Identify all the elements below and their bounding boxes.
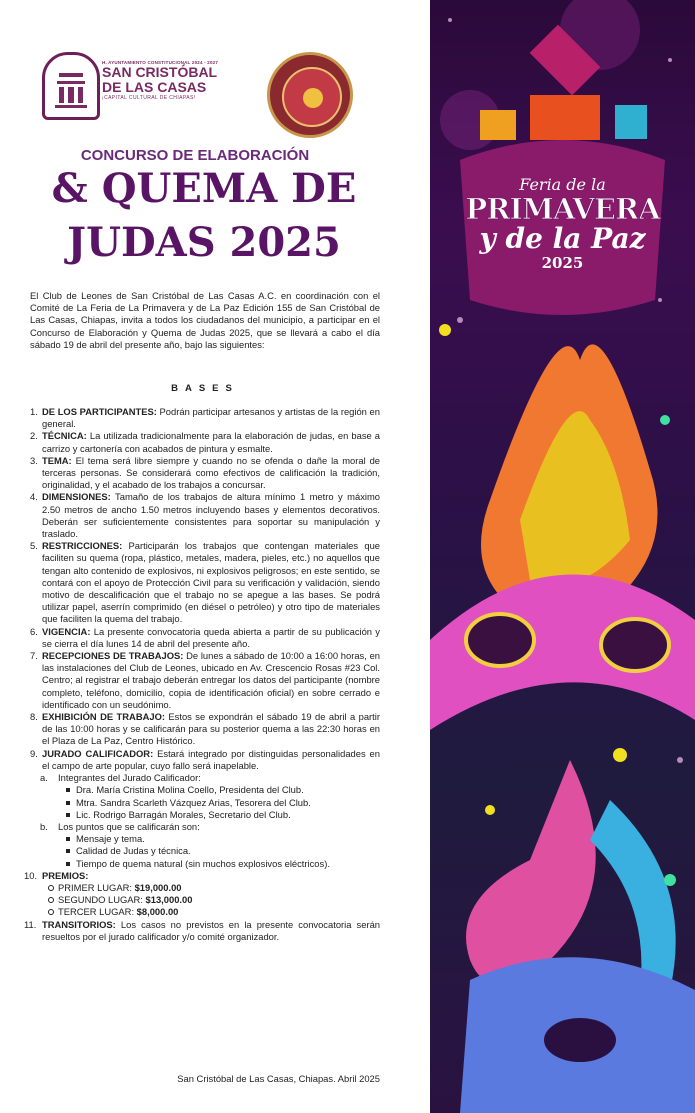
prize-amount: $13,000.00 [145, 894, 193, 906]
festival-artwork-panel [430, 0, 695, 1113]
base-item [30, 491, 380, 540]
list-item: Tiempo de quema natural (sin muchos explosivos eléctricos). [30, 858, 380, 870]
base-item [30, 540, 380, 625]
item-text: Estos se expondrán el sábado 19 de abril a partir de las 10:00 horas y se calificarán para su posterior quema a las 22:30 horas en el Plaza de La Paz, Centro Histórico. [42, 711, 380, 747]
item-label: TRANSITORIOS: [42, 918, 116, 930]
item-label: RECEPCIONES DE TRABAJOS: [42, 650, 184, 662]
page-title-line1: & QUEMA DE [51, 165, 357, 212]
jurado-subsection-b [40, 821, 380, 833]
jurado-subsection-a [40, 772, 380, 784]
item-label: PREMIOS: [42, 869, 89, 881]
subsection-letter: b. [40, 820, 48, 832]
cathedral-icon [53, 67, 89, 109]
item-text: Los casos no previstos en la presente convocatoria serán resueltos por el jurado calificador y/o comité organizador. [42, 918, 380, 942]
item-text: Estará integrado por distinguidas personalidades en el campo de arte popular, cuyo fallo será inapelable. [42, 747, 380, 771]
feria-logo [450, 175, 675, 272]
prize-amount: $19,000.00 [134, 881, 182, 893]
item-number: 6. [30, 625, 38, 637]
transitorios-item [24, 918, 380, 943]
subsection-text: Integrantes del Jurado Calificador: [58, 772, 201, 784]
item-text: De lunes a sábado de 10:00 a 16:00 horas, en las instalaciones del Club de Leones, ubicado en Av. Crescencio Rosas #23 Col. Centro; al registrar el trabajo deberán entregar los datos del participante (nombre completo, teléfono, domicilio, copia de identificación oficial) en sobre cerrado e identificado con un seudónimo. [42, 650, 380, 710]
list-item: Dra. María Cristina Molina Coello, Presidenta del Club. [30, 784, 380, 796]
premios-item [24, 869, 380, 882]
ayuntamiento-label: H. AYUNTAMIENTO CONSTITUCIONAL 2024 - 2027 [102, 60, 219, 65]
base-item [30, 406, 380, 430]
city-hall-logo [42, 52, 100, 120]
base-item [30, 650, 380, 711]
list-item: Calidad de Judas y técnica. [30, 845, 380, 857]
item-number: 3. [30, 454, 38, 466]
item-text: Podrán participar artesanos y artistas de la región en general. [42, 406, 380, 430]
item-label: TÉCNICA: [42, 430, 87, 442]
item-label: TEMA: [42, 454, 72, 466]
base-item [30, 455, 380, 492]
item-label: RESTRICCIONES: [42, 540, 123, 552]
feria-line2: PRIMAVERA [465, 192, 660, 226]
prize-amount: $8,000.00 [136, 906, 179, 918]
item-number: 11. [24, 918, 37, 930]
base-item [30, 748, 380, 772]
item-number: 7. [30, 650, 38, 662]
item-text: Tamaño de los trabajos de altura mínimo 1 metro y máximo 2.50 metros de ancho 1.50 metros incluyendo bases y elementos decorativos. Deberán ser suficientemente consistentes para soportar su manipulación y traslado. [42, 491, 380, 540]
prize-row [30, 894, 380, 906]
item-text: Participarán los trabajos que contengan materiales que faciliten su quema (ropa, plástico, metales, madera, pieles, etc.) no aquellos que tengan alto contenido de explosivos, ni explosivos peligrosos; en este sentido, se contará con el apoyo de Protección Civil para su verificación y validación, siendo motivo de descalificación que el trabajo no se apegue a las bases. Se podrá utilizar papel, aserrín comprimido (en diésel o petróleo) y otro tipo de materiales que faciliten la quema del trabajo. [42, 540, 380, 625]
item-number: 1. [30, 406, 38, 417]
item-text: El tema será libre siempre y cuando no se ofenda o dañe la moral de terceras personas. Se considerará como efectivos de calificación la tradición, originalidad, y el acabado de los trabajos a concursar. [42, 454, 380, 491]
intro-paragraph: El Club de Leones de San Cristóbal de Las Casas A.C. en coordinación con el Comité de La Feria de La Primavera y de La Paz Edición 155 de San Cristóbal de Las Casas, Chiapas, invita a todos los ciudadanos del municipio, a participar en el Concurso de Elaboración y Quema de Judas 2025, que se llevará a cabo el día sábado 19 de abril del presente año, bajo las siguientes: [30, 290, 380, 350]
item-number: 4. [30, 491, 38, 503]
lion-emblem-icon [303, 88, 323, 108]
page-title-line2: JUDAS 2025 [67, 219, 341, 266]
item-number: 2. [30, 430, 38, 442]
festival-artwork-icon [430, 0, 695, 1113]
item-label: JURADO CALIFICADOR: [42, 747, 154, 759]
item-label: VIGENCIA: [42, 625, 91, 637]
item-label: DE LOS PARTICIPANTES: [42, 406, 157, 417]
prize-place: TERCER LUGAR: [58, 906, 137, 918]
prize-row [30, 882, 380, 894]
city-name-line1: SAN CRISTÓBAL [102, 64, 218, 80]
item-label: EXHIBICIÓN DE TRABAJO: [42, 711, 165, 723]
footer-place-date: San Cristóbal de Las Casas, Chiapas. Abril 2025 [177, 1073, 380, 1084]
prize-place: SEGUNDO LUGAR: [58, 894, 146, 906]
item-number: 8. [30, 711, 38, 723]
subsection-letter: a. [40, 772, 48, 784]
item-text: La presente convocatoria queda abierta a partir de su publicación y se cierra el día lunes 14 de abril del presente año. [42, 625, 380, 649]
base-item [30, 430, 380, 454]
subsection-text: Los puntos que se calificarán son: [58, 820, 200, 832]
feria-line3: y de la Paz [479, 222, 646, 255]
item-number: 9. [30, 747, 38, 759]
contest-subtitle: CONCURSO DE ELABORACIÓN [80, 147, 310, 164]
list-item: Mtra. Sandra Scarleth Vázquez Arias, Tesorera del Club. [30, 797, 380, 809]
item-label: DIMENSIONES: [42, 491, 111, 503]
bases-list [24, 406, 380, 943]
prize-place: PRIMER LUGAR: [58, 881, 135, 893]
item-number: 10. [24, 869, 38, 881]
base-item [30, 626, 380, 650]
city-tagline: ¡CAPITAL CULTURAL DE CHIAPAS! [102, 95, 196, 101]
city-name-line2: DE LAS CASAS [102, 79, 207, 95]
feria-year: 2025 [541, 254, 584, 272]
feria-line1: Feria de la [519, 175, 606, 194]
item-text: La utilizada tradicionalmente para la elaboración de judas, en base a carrizo y cartonería con acabados de pintura y esmalte. [42, 430, 380, 454]
city-logo-text [102, 60, 242, 101]
bases-heading: BASES [171, 383, 239, 394]
prize-row [30, 906, 380, 918]
item-number: 5. [30, 540, 38, 552]
list-item: Mensaje y tema. [30, 833, 380, 845]
list-item: Lic. Rodrigo Barragán Morales, Secretario del Club. [30, 809, 380, 821]
base-item [30, 711, 380, 748]
lions-club-seal [267, 52, 353, 138]
